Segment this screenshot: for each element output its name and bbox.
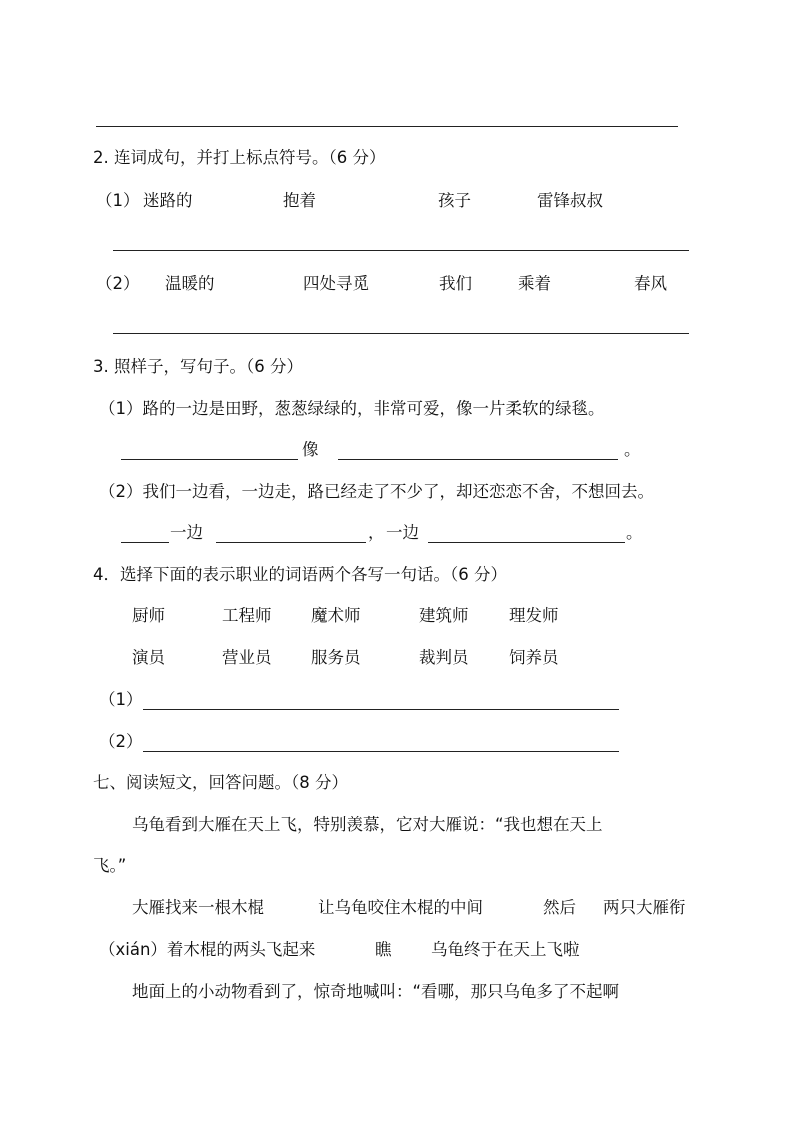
q2-title: 2. 连词成句，并打上标点符号。（6 分）: [93, 148, 386, 167]
q7-paragraph-2-part: 瞧: [375, 940, 392, 959]
q7-paragraph-2-part: 乌龟终于在天上飞啦: [431, 940, 580, 959]
q3-s2-word-1: 一边: [170, 523, 203, 542]
q7-paragraph-2-part: 大雁找来一根木棍: [132, 898, 264, 917]
q3-s2-blank-2[interactable]: [216, 542, 366, 543]
q4-word: 魔术师: [311, 606, 361, 625]
q4-line1-number: （1）: [99, 690, 143, 709]
q7-paragraph-2-part: 然后: [543, 898, 576, 917]
q2-row1-word: 孩子: [438, 191, 471, 210]
q2-row1-word: 雷锋叔叔: [537, 191, 603, 210]
q4-word: 饲养员: [509, 648, 559, 667]
answer-line-top: [96, 126, 678, 127]
q2-row2-word: 我们: [439, 274, 472, 293]
q4-title: 4．选择下面的表示职业的词语两个各写一句话。（6 分）: [93, 565, 507, 584]
q3-s2-blank-3[interactable]: [428, 542, 625, 543]
q2-row2-answer-line[interactable]: [113, 333, 689, 334]
q4-word: 裁判员: [419, 648, 469, 667]
q2-row1-word: 迷路的: [143, 191, 193, 210]
q3-s2-period: 。: [626, 523, 643, 542]
q3-title: 3. 照样子，写句子。（6 分）: [93, 357, 303, 376]
q3-s1-period: 。: [624, 440, 641, 459]
q7-paragraph-1-line-1: 乌龟看到大雁在天上飞，特别羡慕，它对大雁说：“我也想在天上: [132, 815, 603, 834]
q3-example-sentence-1: （1）路的一边是田野，葱葱绿绿的，非常可爱，像一片柔软的绿毯。: [99, 399, 605, 418]
q2-row2-word: 温暖的: [165, 274, 215, 293]
q2-row1-answer-line[interactable]: [113, 250, 689, 251]
q4-word: 营业员: [222, 648, 272, 667]
q4-word: 厨师: [132, 606, 165, 625]
q7-paragraph-1-line-2: 飞。”: [93, 856, 127, 875]
q3-s1-word: 像: [302, 440, 319, 459]
q2-row2-word: 春风: [634, 274, 667, 293]
q4-word: 演员: [132, 648, 165, 667]
q7-title: 七、阅读短文，回答问题。（8 分）: [93, 773, 348, 792]
q2-row1-word: 抱着: [283, 191, 316, 210]
q3-example-sentence-2: （2）我们一边看，一边走，路已经走了不少了，却还恋恋不舍，不想回去。: [99, 482, 654, 501]
q3-s2-comma: ，: [368, 523, 385, 542]
q3-s1-blank-2[interactable]: [338, 459, 618, 460]
q3-s1-blank-1[interactable]: [121, 459, 298, 460]
q4-answer-line-2[interactable]: [143, 751, 619, 752]
q2-row2-word: 乘着: [518, 274, 551, 293]
q4-word: 理发师: [509, 606, 559, 625]
q7-paragraph-2-part: 让乌龟咬住木棍的中间: [318, 898, 483, 917]
q3-s2-blank-1[interactable]: [121, 542, 169, 543]
q4-word: 建筑师: [419, 606, 469, 625]
q4-answer-line-1[interactable]: [143, 709, 619, 710]
q3-s2-word-2: 一边: [386, 523, 419, 542]
q4-line2-number: （2）: [99, 732, 143, 751]
q4-word: 工程师: [222, 606, 272, 625]
q4-word: 服务员: [311, 648, 361, 667]
q7-paragraph-2-part: 两只大雁衔: [603, 898, 686, 917]
q2-row2-word: 四处寻觅: [303, 274, 369, 293]
q2-row1-number: （1）: [96, 191, 140, 210]
q7-paragraph-2-part: （xián）着木棍的两头飞起来: [99, 940, 316, 959]
q2-row2-number: （2）: [96, 274, 140, 293]
q7-paragraph-3-line-1: 地面上的小动物看到了，惊奇地喊叫：“看哪，那只乌龟多了不起啊: [132, 982, 620, 1001]
